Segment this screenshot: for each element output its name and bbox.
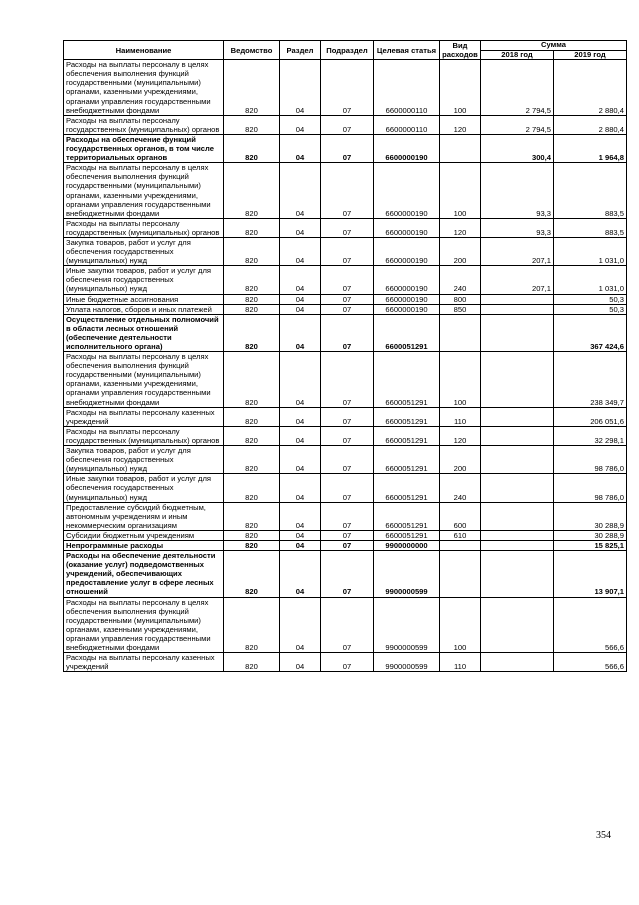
cell-dept: 820 — [224, 530, 280, 540]
cell-2018 — [481, 446, 554, 474]
cell-2018 — [481, 540, 554, 550]
cell-2018 — [481, 294, 554, 304]
cell-type: 240 — [440, 474, 481, 502]
cell-2019: 883,5 — [554, 218, 627, 237]
table-row — [64, 352, 627, 408]
cell-name: Расходы на выплаты персоналу в целях обеспечения выполнения функций государственными (муниципальными) органами, казенными учреждениями, органами управления государственными внебюджетными фондами — [64, 597, 224, 653]
cell-subsection: 07 — [321, 530, 374, 540]
cell-target: 6600051291 — [374, 530, 440, 540]
cell-section: 04 — [280, 294, 321, 304]
cell-dept: 820 — [224, 304, 280, 314]
table-row — [64, 540, 627, 550]
cell-2018: 300,4 — [481, 134, 554, 162]
cell-dept: 820 — [224, 446, 280, 474]
cell-2018: 2 794,5 — [481, 60, 554, 116]
cell-section: 04 — [280, 115, 321, 134]
cell-section: 04 — [280, 237, 321, 265]
cell-name: Непрограммные расходы — [64, 540, 224, 550]
cell-section: 04 — [280, 134, 321, 162]
table-row — [64, 502, 627, 530]
cell-type: 100 — [440, 163, 481, 219]
cell-2018 — [481, 653, 554, 672]
cell-target: 6600000190 — [374, 163, 440, 219]
table-row — [64, 237, 627, 265]
column-header-name: Наименование — [64, 41, 224, 60]
cell-2019: 2 880,4 — [554, 115, 627, 134]
cell-name: Расходы на выплаты персоналу государственных (муниципальных) органов — [64, 426, 224, 445]
cell-dept: 820 — [224, 237, 280, 265]
cell-type: 100 — [440, 60, 481, 116]
cell-section: 04 — [280, 597, 321, 653]
cell-dept: 820 — [224, 60, 280, 116]
table-body — [64, 60, 627, 672]
cell-type: 120 — [440, 218, 481, 237]
cell-2019: 98 786,0 — [554, 474, 627, 502]
cell-dept: 820 — [224, 134, 280, 162]
cell-2018: 93,3 — [481, 218, 554, 237]
cell-2018: 93,3 — [481, 163, 554, 219]
cell-subsection: 07 — [321, 304, 374, 314]
cell-2019: 32 298,1 — [554, 426, 627, 445]
cell-section: 04 — [280, 540, 321, 550]
cell-section: 04 — [280, 314, 321, 351]
table-row — [64, 407, 627, 426]
cell-subsection: 07 — [321, 352, 374, 408]
cell-2018 — [481, 530, 554, 540]
table-header — [64, 41, 627, 60]
cell-subsection: 07 — [321, 294, 374, 304]
cell-target: 6600000190 — [374, 304, 440, 314]
cell-target: 6600051291 — [374, 314, 440, 351]
cell-dept: 820 — [224, 163, 280, 219]
cell-2019: 238 349,7 — [554, 352, 627, 408]
cell-name: Расходы на выплаты персоналу казенных учреждений — [64, 653, 224, 672]
page-number: 354 — [596, 830, 611, 841]
cell-type: 200 — [440, 237, 481, 265]
cell-dept: 820 — [224, 597, 280, 653]
cell-target: 6600000110 — [374, 60, 440, 116]
table-row — [64, 551, 627, 597]
cell-dept: 820 — [224, 266, 280, 294]
cell-dept: 820 — [224, 407, 280, 426]
cell-section: 04 — [280, 426, 321, 445]
cell-name: Иные закупки товаров, работ и услуг для обеспечения государственных (муниципальных) нужд — [64, 474, 224, 502]
cell-2018 — [481, 551, 554, 597]
cell-subsection: 07 — [321, 446, 374, 474]
cell-section: 04 — [280, 163, 321, 219]
cell-2018 — [481, 474, 554, 502]
cell-section: 04 — [280, 530, 321, 540]
cell-name: Расходы на выплаты персоналу государственных (муниципальных) органов — [64, 218, 224, 237]
cell-type: 110 — [440, 653, 481, 672]
cell-target: 6600000190 — [374, 266, 440, 294]
table-row — [64, 115, 627, 134]
cell-2019: 1 031,0 — [554, 237, 627, 265]
cell-section: 04 — [280, 551, 321, 597]
cell-name: Закупка товаров, работ и услуг для обеспечения государственных (муниципальных) нужд — [64, 446, 224, 474]
cell-2018 — [481, 352, 554, 408]
column-header-dept: Ведомство — [224, 41, 280, 60]
cell-2018 — [481, 314, 554, 351]
cell-dept: 820 — [224, 474, 280, 502]
cell-name: Расходы на обеспечение функций государственных органов, в том числе территориальных органов — [64, 134, 224, 162]
cell-target: 9900000599 — [374, 653, 440, 672]
cell-target: 6600051291 — [374, 446, 440, 474]
cell-target: 6600051291 — [374, 352, 440, 408]
cell-name: Расходы на обеспечение деятельности (оказание услуг) подведомственных учреждений, обеспечивающих предоставление услуг в сфере лесных отношений — [64, 551, 224, 597]
cell-subsection: 07 — [321, 115, 374, 134]
cell-2019: 367 424,6 — [554, 314, 627, 351]
cell-2018 — [481, 304, 554, 314]
cell-target: 6600051291 — [374, 502, 440, 530]
cell-type: 100 — [440, 352, 481, 408]
cell-dept: 820 — [224, 115, 280, 134]
cell-2019: 98 786,0 — [554, 446, 627, 474]
table-row — [64, 134, 627, 162]
cell-subsection: 07 — [321, 597, 374, 653]
cell-2019: 206 051,6 — [554, 407, 627, 426]
cell-2019: 2 880,4 — [554, 60, 627, 116]
cell-type: 120 — [440, 426, 481, 445]
cell-2019: 15 825,1 — [554, 540, 627, 550]
table-row — [64, 653, 627, 672]
cell-target: 6600051291 — [374, 474, 440, 502]
cell-2019: 50,3 — [554, 304, 627, 314]
cell-name: Уплата налогов, сборов и иных платежей — [64, 304, 224, 314]
cell-section: 04 — [280, 304, 321, 314]
cell-dept: 820 — [224, 426, 280, 445]
cell-type: 800 — [440, 294, 481, 304]
column-header-section: Раздел — [280, 41, 321, 60]
cell-type — [440, 540, 481, 550]
column-header-target: Целевая статья — [374, 41, 440, 60]
cell-2019: 13 907,1 — [554, 551, 627, 597]
cell-subsection: 07 — [321, 407, 374, 426]
cell-2018: 207,1 — [481, 237, 554, 265]
cell-dept: 820 — [224, 502, 280, 530]
cell-type: 600 — [440, 502, 481, 530]
cell-subsection: 07 — [321, 314, 374, 351]
cell-subsection: 07 — [321, 237, 374, 265]
cell-2019: 883,5 — [554, 163, 627, 219]
column-header-subsection: Подраздел — [321, 41, 374, 60]
budget-table — [63, 40, 627, 672]
column-header-sum: Сумма — [481, 41, 627, 51]
table-row — [64, 163, 627, 219]
cell-dept: 820 — [224, 551, 280, 597]
cell-section: 04 — [280, 266, 321, 294]
cell-section: 04 — [280, 446, 321, 474]
cell-target: 6600000190 — [374, 134, 440, 162]
cell-subsection: 07 — [321, 474, 374, 502]
cell-type — [440, 551, 481, 597]
cell-section: 04 — [280, 502, 321, 530]
cell-target: 6600051291 — [374, 426, 440, 445]
table-row — [64, 426, 627, 445]
cell-name: Расходы на выплаты персоналу в целях обеспечения выполнения функций государственными (муниципальными) органами, казенными учреждениями, органами управления государственными внебюджетными фондами — [64, 60, 224, 116]
table-row — [64, 266, 627, 294]
cell-dept: 820 — [224, 352, 280, 408]
cell-2019: 566,6 — [554, 597, 627, 653]
cell-subsection: 07 — [321, 540, 374, 550]
cell-2018: 207,1 — [481, 266, 554, 294]
cell-2019: 566,6 — [554, 653, 627, 672]
cell-dept: 820 — [224, 653, 280, 672]
cell-target: 9900000599 — [374, 597, 440, 653]
cell-name: Расходы на выплаты персоналу в целях обеспечения выполнения функций государственными (муниципальными) органами, казенными учреждениями, органами управления государственными внебюджетными фондами — [64, 163, 224, 219]
cell-target: 6600051291 — [374, 407, 440, 426]
cell-subsection: 07 — [321, 218, 374, 237]
cell-2018 — [481, 597, 554, 653]
cell-name: Иные закупки товаров, работ и услуг для обеспечения государственных (муниципальных) нужд — [64, 266, 224, 294]
cell-subsection: 07 — [321, 502, 374, 530]
cell-section: 04 — [280, 407, 321, 426]
cell-2018 — [481, 502, 554, 530]
cell-type: 200 — [440, 446, 481, 474]
cell-dept: 820 — [224, 218, 280, 237]
cell-name: Закупка товаров, работ и услуг для обеспечения государственных (муниципальных) нужд — [64, 237, 224, 265]
cell-dept: 820 — [224, 540, 280, 550]
cell-name: Расходы на выплаты персоналу казенных учреждений — [64, 407, 224, 426]
cell-section: 04 — [280, 218, 321, 237]
cell-2019: 30 288,9 — [554, 530, 627, 540]
cell-subsection: 07 — [321, 163, 374, 219]
cell-target: 6600000190 — [374, 237, 440, 265]
cell-section: 04 — [280, 60, 321, 116]
cell-type: 120 — [440, 115, 481, 134]
cell-name: Осуществление отдельных полномочий в области лесных отношений (обеспечение деятельности исполнительного органа) — [64, 314, 224, 351]
cell-subsection: 07 — [321, 426, 374, 445]
cell-name: Иные бюджетные ассигнования — [64, 294, 224, 304]
table-row — [64, 474, 627, 502]
table-row — [64, 597, 627, 653]
cell-type: 240 — [440, 266, 481, 294]
cell-target: 6600000190 — [374, 294, 440, 304]
cell-subsection: 07 — [321, 653, 374, 672]
cell-2019: 30 288,9 — [554, 502, 627, 530]
cell-subsection: 07 — [321, 551, 374, 597]
cell-target: 6600000190 — [374, 218, 440, 237]
cell-target: 6600000110 — [374, 115, 440, 134]
cell-target: 9900000599 — [374, 551, 440, 597]
table-row — [64, 218, 627, 237]
cell-type: 110 — [440, 407, 481, 426]
table-row — [64, 60, 627, 116]
table-row — [64, 446, 627, 474]
cell-dept: 820 — [224, 294, 280, 304]
cell-subsection: 07 — [321, 266, 374, 294]
cell-subsection: 07 — [321, 60, 374, 116]
cell-name: Субсидии бюджетным учреждениям — [64, 530, 224, 540]
cell-dept: 820 — [224, 314, 280, 351]
cell-2019: 1 031,0 — [554, 266, 627, 294]
cell-section: 04 — [280, 653, 321, 672]
table-row — [64, 314, 627, 351]
cell-name: Расходы на выплаты персоналу государственных (муниципальных) органов — [64, 115, 224, 134]
cell-type: 100 — [440, 597, 481, 653]
cell-type: 610 — [440, 530, 481, 540]
cell-name: Расходы на выплаты персоналу в целях обеспечения выполнения функций государственными (муниципальными) органами, казенными учреждениями, органами управления государственными внебюджетными фондами — [64, 352, 224, 408]
cell-2018 — [481, 426, 554, 445]
cell-2019: 50,3 — [554, 294, 627, 304]
cell-type — [440, 134, 481, 162]
cell-section: 04 — [280, 474, 321, 502]
table-row — [64, 530, 627, 540]
cell-2019: 1 964,8 — [554, 134, 627, 162]
cell-2018: 2 794,5 — [481, 115, 554, 134]
column-header-type: Вид расходов — [440, 41, 481, 60]
cell-section: 04 — [280, 352, 321, 408]
table-row — [64, 294, 627, 304]
cell-subsection: 07 — [321, 134, 374, 162]
cell-type: 850 — [440, 304, 481, 314]
cell-2018 — [481, 407, 554, 426]
table-row — [64, 304, 627, 314]
column-header-2019: 2019 год — [554, 50, 627, 60]
column-header-2018: 2018 год — [481, 50, 554, 60]
cell-target: 9900000000 — [374, 540, 440, 550]
cell-type — [440, 314, 481, 351]
cell-name: Предоставление субсидий бюджетным, автономным учреждениям и иным некоммерческим организациям — [64, 502, 224, 530]
